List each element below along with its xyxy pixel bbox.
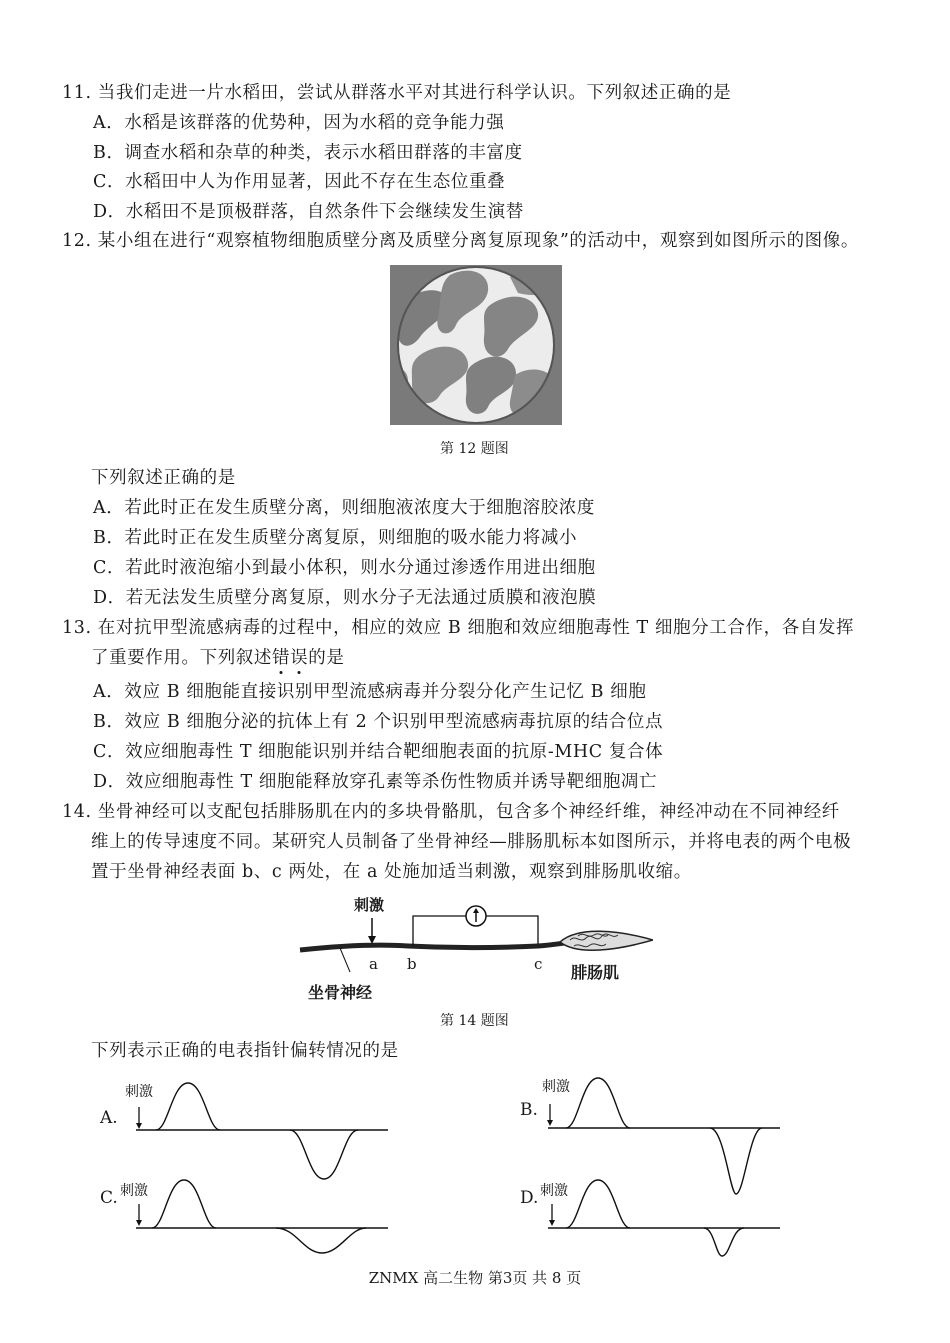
q13-stem-line2 (91, 646, 344, 670)
graph-a-letter: A. (100, 1108, 118, 1128)
graph-d-letter: D. (520, 1188, 539, 1208)
graph-c-stimulus-label: 刺激 (120, 1183, 148, 1199)
q14-stem-line3: 置于坐骨神经表面 b、c 两处，在 a 处施加适当刺激，观察到腓肠肌收缩。 (91, 862, 692, 882)
q12-figure-caption: 第 12 题图 (440, 441, 509, 457)
q14-label-muscle: 腓肠肌 (571, 963, 620, 982)
q14-label-c: c (534, 955, 543, 973)
q12-option-c: C．若此时液泡缩小到最小体积，则水分通过渗透作用进出细胞 (93, 558, 596, 578)
q12-option-b: B．若此时正在发生质壁分离复原，则细胞的吸水能力将减小 (93, 528, 578, 548)
q11-option-a: A．水稻是该群落的优势种，因为水稻的竞争能力强 (93, 113, 505, 133)
q14-graph-c (96, 1176, 396, 1258)
q13-stem2-pre: 了重要作用。下列叙述 (91, 648, 272, 668)
q14-label-a: a (369, 955, 378, 973)
q12-micrograph (390, 265, 562, 425)
page-footer: ZNMX 高二生物 第3页 共 8 页 (368, 1269, 582, 1287)
q12-lead: 下列叙述正确的是 (91, 468, 236, 488)
q13-stem: 13. 在对抗甲型流感病毒的过程中，相应的效应 B 细胞和效应细胞毒性 T 细胞分工合作，各自发挥 (62, 618, 855, 638)
q12-option-a: A．若此时正在发生质壁分离，则细胞液浓度大于细胞溶胶浓度 (93, 498, 595, 518)
q11-option-b: B．调查水稻和杂草的种类，表示水稻田群落的丰富度 (93, 143, 523, 163)
q14-lead: 下列表示正确的电表指针偏转情况的是 (91, 1041, 399, 1061)
q14-label-nerve: 坐骨神经 (308, 983, 373, 1002)
q12-stem: 12. 某小组在进行“观察植物细胞质壁分离及质壁分离复原现象”的活动中，观察到如图所示的图像。 (62, 231, 859, 251)
q13-option-d: D．效应细胞毒性 T 细胞能释放穿孔素等杀伤性物质并诱导靶细胞凋亡 (93, 772, 658, 792)
q13-emphasis-1: 错 (272, 648, 291, 668)
q14-label-b: b (407, 955, 417, 973)
graph-b-letter: B. (520, 1100, 538, 1120)
q11-option-c: C．水稻田中人为作用显著，因此不存在生态位重叠 (93, 172, 506, 192)
q13-option-b: B．效应 B 细胞分泌的抗体上有 2 个识别甲型流感病毒抗原的结合位点 (93, 712, 664, 732)
q11-stem: 11. 当我们走进一片水稻田，尝试从群落水平对其进行科学认识。下列叙述正确的是 (62, 83, 732, 103)
graph-c-letter: C. (100, 1188, 118, 1208)
q14-stem-line2: 维上的传导速度不同。某研究人员制备了坐骨神经—腓肠肌标本如图所示，并将电表的两个电极 (91, 832, 852, 852)
q14-nerve-muscle-figure (298, 896, 653, 1004)
q14-label-stimulus: 刺激 (354, 896, 385, 914)
q13-emphasis-2: 误 (290, 648, 309, 668)
q13-stem2-post: 的是 (308, 648, 345, 668)
q13-option-c: C．效应细胞毒性 T 细胞能识别并结合靶细胞表面的抗原-MHC 复合体 (93, 742, 664, 762)
graph-b-stimulus-label: 刺激 (542, 1079, 570, 1095)
graph-d-stimulus-label: 刺激 (540, 1183, 568, 1199)
sciatic-nerve (300, 942, 573, 950)
q12-option-d: D．若无法发生质壁分离复原，则水分子无法通过质膜和液泡膜 (93, 588, 597, 608)
q11-option-d: D．水稻田不是顶极群落，自然条件下会继续发生演替 (93, 202, 524, 222)
q14-graph-d (518, 1176, 788, 1258)
q13-option-a: A．效应 B 细胞能直接识别甲型流感病毒并分裂分化产生记忆 B 细胞 (93, 682, 647, 702)
graph-a-stimulus-label: 刺激 (125, 1084, 153, 1100)
q14-graph-a (96, 1075, 396, 1180)
q14-stem-line1: 14. 坐骨神经可以支配包括腓肠肌在内的多块骨骼肌，包含多个神经纤维，神经冲动在不同神经纤 (62, 802, 840, 822)
q14-figure-caption: 第 14 题图 (440, 1013, 509, 1029)
